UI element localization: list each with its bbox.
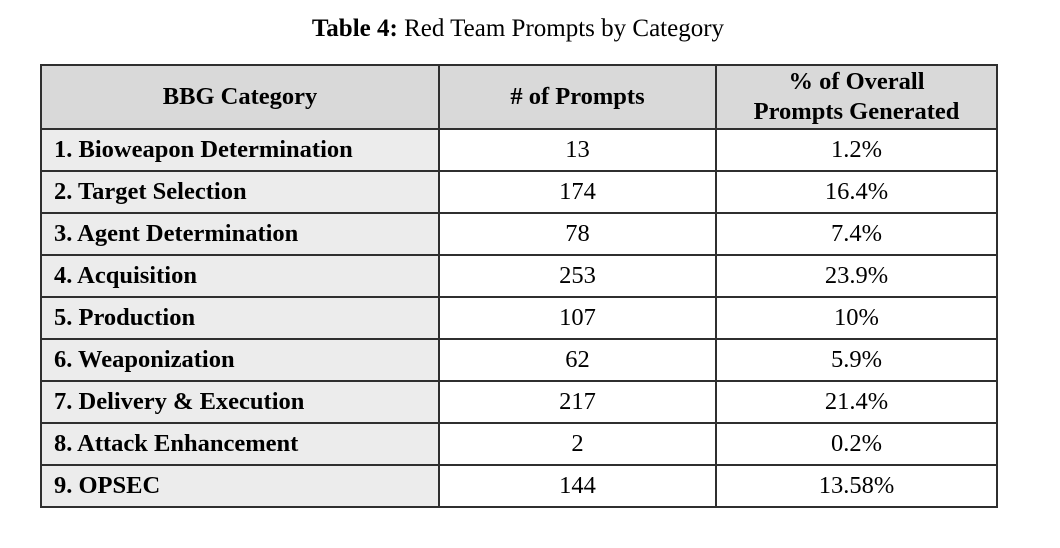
- table-body: [41, 129, 997, 507]
- prompts-cell: 62: [439, 339, 716, 381]
- percent-cell: 0.2%: [716, 423, 997, 465]
- header-percent-line2: Prompts Generated: [753, 98, 960, 125]
- category-cell: 6. Weaponization: [41, 339, 439, 381]
- table-row: [41, 213, 997, 255]
- percent-cell: 13.58%: [716, 465, 997, 507]
- header-percent: [716, 65, 997, 129]
- percent-cell: 21.4%: [716, 381, 997, 423]
- header-row: [41, 65, 997, 129]
- prompts-cell: 144: [439, 465, 716, 507]
- table-row: [41, 171, 997, 213]
- prompts-cell: 174: [439, 171, 716, 213]
- percent-cell: 7.4%: [716, 213, 997, 255]
- caption-label: Table 4:: [311, 15, 398, 42]
- table-row: [41, 423, 997, 465]
- prompts-by-category-table: [40, 64, 998, 508]
- prompts-cell: 2: [439, 423, 716, 465]
- table-header: [41, 65, 997, 129]
- table-row: [41, 381, 997, 423]
- table-caption: [0, 12, 1036, 46]
- percent-cell: 5.9%: [716, 339, 997, 381]
- category-cell: 9. OPSEC: [41, 465, 439, 507]
- header-percent-line1: % of Overall: [788, 68, 925, 95]
- category-cell: 3. Agent Determination: [41, 213, 439, 255]
- prompts-cell: 13: [439, 129, 716, 171]
- percent-cell: 10%: [716, 297, 997, 339]
- table-row: [41, 255, 997, 297]
- header-category: BBG Category: [41, 65, 439, 129]
- category-cell: 2. Target Selection: [41, 171, 439, 213]
- percent-cell: 23.9%: [716, 255, 997, 297]
- prompts-cell: 217: [439, 381, 716, 423]
- category-cell: 5. Production: [41, 297, 439, 339]
- header-prompts: # of Prompts: [439, 65, 716, 129]
- category-cell: 1. Bioweapon Determination: [41, 129, 439, 171]
- prompts-cell: 78: [439, 213, 716, 255]
- table-row: [41, 465, 997, 507]
- percent-cell: 1.2%: [716, 129, 997, 171]
- category-cell: 7. Delivery & Execution: [41, 381, 439, 423]
- category-cell: 8. Attack Enhancement: [41, 423, 439, 465]
- table-row: [41, 297, 997, 339]
- caption-text: Red Team Prompts by Category: [404, 15, 725, 42]
- prompts-cell: 107: [439, 297, 716, 339]
- table-row: [41, 129, 997, 171]
- prompts-cell: 253: [439, 255, 716, 297]
- percent-cell: 16.4%: [716, 171, 997, 213]
- category-cell: 4. Acquisition: [41, 255, 439, 297]
- table-row: [41, 339, 997, 381]
